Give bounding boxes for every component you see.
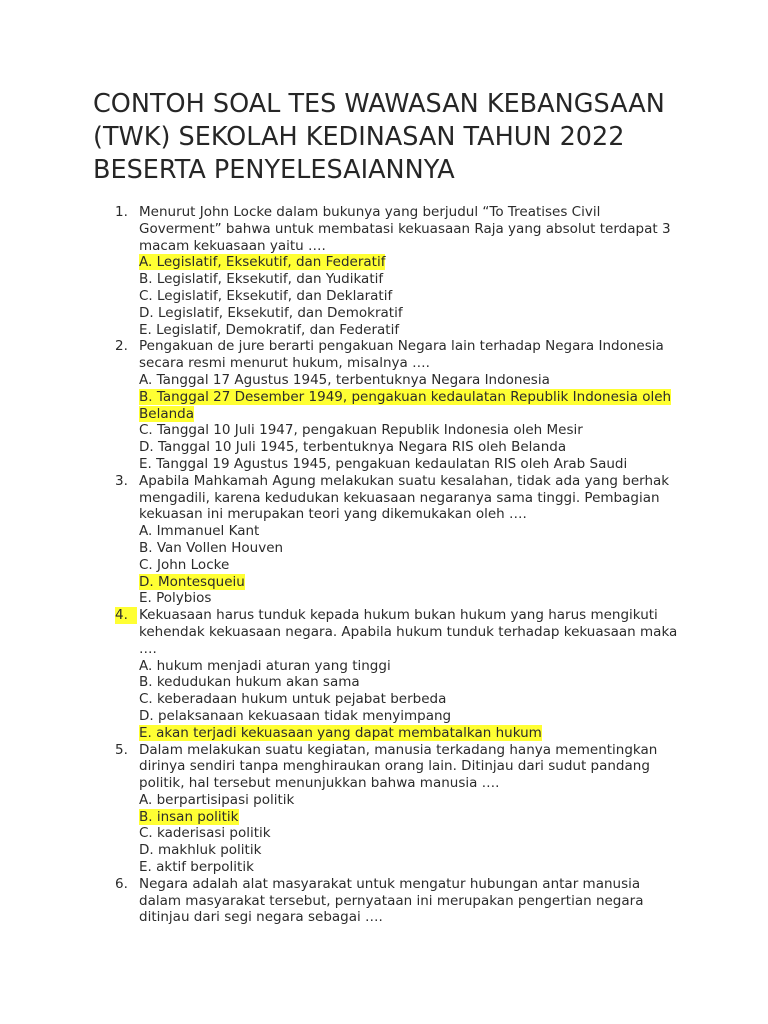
answer-option — [139, 439, 679, 456]
answer-option-highlighted — [139, 254, 679, 271]
answer-option — [139, 523, 679, 540]
option-label: C. kaderisasi politik — [139, 825, 271, 842]
question-text: Negara adalah alat masyarakat untuk mengatur hubungan antar manusia dalam masyarakat tersebut, pernyataan ini merupakan pengertian negara ditinjau dari segi negara sebagai …. — [139, 875, 644, 926]
option-label: A. Legislatif, Eksekutif, dan Federatif — [139, 254, 386, 271]
option-label: E. Tanggal 19 Agustus 1945, pengakuan kedaulatan RIS oleh Arab Saudi — [139, 455, 628, 472]
question-text: Kekuasaan harus tunduk kepada hukum bukan hukum yang harus mengikuti kehendak kekuasaan negara. Apabila hukum tunduk terhadap kekuasaan maka …. — [139, 607, 678, 657]
option-label: D. pelaksanaan kekuasaan tidak menyimpang — [139, 707, 452, 724]
option-label: C. Legislatif, Eksekutif, dan Deklaratif — [139, 287, 393, 304]
question-text: Dalam melakukan suatu kegiatan, manusia terkadang hanya mementingkan dirinya sendiri tanpa menghiraukan orang lain. Ditinjau dari sudut pandang politik, hal tersebut menunjukkan bahwa manusia …. — [139, 741, 658, 792]
question-item — [0, 338, 768, 472]
answer-option-highlighted — [139, 809, 679, 826]
document-title: CONTOH SOAL TES WAWASAN KEBANGSAAN (TWK) SEKOLAH KEDINASAN TAHUN 2022 BESERTA PENYELESAIANNYA — [93, 89, 665, 185]
option-label: E. Polybios — [139, 590, 212, 607]
question-number: 4. — [115, 607, 137, 624]
answer-option — [139, 540, 679, 557]
question-number: 2. — [115, 338, 128, 355]
answer-option — [139, 372, 679, 389]
answer-option — [139, 305, 679, 322]
option-label: C. John Locke — [139, 556, 230, 573]
option-label: B. Tanggal 27 Desember 1949, pengakuan kedaulatan Republik Indonesia oleh Belanda — [139, 388, 672, 422]
answer-option — [139, 792, 679, 809]
question-text: Apabila Mahkamah Agung melakukan suatu kesalahan, tidak ada yang berhak mengadili, karena kedudukan kekuasaan negaranya sama tinggi. Pembagian kekuasan ini merupakan teori yang dikemukakan oleh …. — [139, 472, 670, 523]
question-number: 3. — [115, 472, 128, 489]
question-body — [139, 876, 679, 926]
option-label: B. Van Vollen Houven — [139, 539, 284, 556]
answer-option-highlighted — [139, 574, 679, 591]
option-label: E. Legislatif, Demokratif, dan Federatif — [139, 321, 400, 338]
option-label: C. keberadaan hukum untuk pejabat berbeda — [139, 691, 447, 708]
question-number: 1. — [115, 204, 128, 220]
question-text: Pengakuan de jure berarti pengakuan Negara lain terhadap Negara Indonesia secara resmi menurut hukum, misalnya …. — [139, 338, 664, 372]
option-label: D. Montesqueiu — [139, 573, 245, 590]
question-number: 6. — [115, 875, 128, 892]
question-item — [0, 473, 768, 607]
answer-option — [139, 674, 679, 691]
option-label: D. Tanggal 10 Juli 1945, terbentuknya Negara RIS oleh Belanda — [139, 439, 567, 456]
question-body — [139, 742, 679, 876]
answer-option — [139, 590, 679, 607]
option-label: A. Tanggal 17 Agustus 1945, terbentuknya Negara Indonesia — [139, 371, 550, 388]
answer-option — [139, 422, 679, 439]
answer-option — [139, 842, 679, 859]
answer-option — [139, 691, 679, 708]
answer-option — [139, 322, 679, 339]
option-label: B. kedudukan hukum akan sama — [139, 674, 360, 691]
question-item — [0, 742, 768, 876]
option-label: A. hukum menjadi aturan yang tinggi — [139, 657, 391, 674]
option-label: E. aktif berpolitik — [139, 859, 254, 876]
question-item — [0, 876, 768, 926]
question-number: 5. — [115, 741, 128, 758]
question-body — [139, 204, 679, 338]
answer-option — [139, 859, 679, 876]
option-label: D. Legislatif, Eksekutif, dan Demokratif — [139, 304, 403, 321]
question-body — [139, 338, 679, 472]
question-item — [0, 204, 768, 338]
answer-option — [139, 271, 679, 288]
question-item — [0, 607, 768, 741]
option-label: A. Immanuel Kant — [139, 523, 260, 540]
option-label: B. Legislatif, Eksekutif, dan Yudikatif — [139, 271, 384, 288]
answer-option — [139, 456, 679, 473]
answer-option — [139, 658, 679, 675]
answer-option-highlighted — [139, 389, 679, 423]
option-label: D. makhluk politik — [139, 842, 262, 859]
answer-option — [139, 557, 679, 574]
question-body — [139, 473, 679, 607]
answer-option — [139, 288, 679, 305]
question-body — [139, 607, 679, 741]
question-text: Menurut John Locke dalam bukunya yang berjudul “To Treatises Civil Goverment” bahwa untuk membatasi kekuasaan Raja yang absolut terdapat 3 macam kekuasaan yaitu …. — [139, 204, 671, 254]
option-label: B. insan politik — [139, 808, 239, 825]
answer-option — [139, 825, 679, 842]
question-list — [0, 204, 768, 926]
answer-option-highlighted — [139, 725, 679, 742]
option-label: E. akan terjadi kekuasaan yang dapat membatalkan hukum — [139, 724, 542, 741]
answer-option — [139, 708, 679, 725]
option-label: A. berpartisipasi politik — [139, 791, 295, 808]
option-label: C. Tanggal 10 Juli 1947, pengakuan Republik Indonesia oleh Mesir — [139, 422, 583, 439]
